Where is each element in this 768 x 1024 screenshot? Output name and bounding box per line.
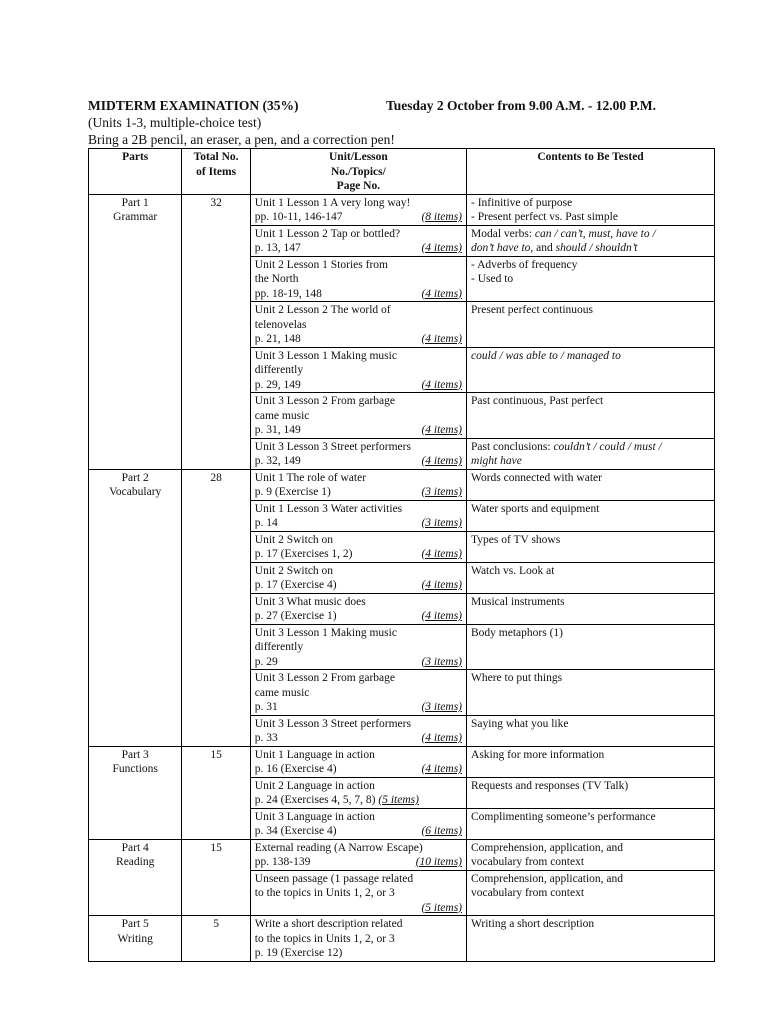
total-cell: 28: [182, 469, 250, 746]
header-contents: Contents to Be Tested: [467, 149, 715, 195]
exam-datetime: Tuesday 2 October from 9.00 A.M. - 12.00 P.M.: [386, 98, 656, 113]
contents-cell: Asking for more information: [467, 746, 715, 777]
part-cell: Part 1 Grammar: [89, 194, 182, 469]
header-total: Total No. of Items: [182, 149, 250, 195]
unit-cell: Unit 3 Lesson 1 Making music differently p. 29, 149 (4 items): [250, 347, 466, 393]
unit-cell: Unit 3 Lesson 2 From garbage came music p. 31, 149 (4 items): [250, 393, 466, 439]
total-cell: 15: [182, 839, 250, 916]
table-row: [89, 839, 715, 870]
units-note: (Units 1-3, multiple-choice test): [88, 115, 262, 130]
contents-cell: - Infinitive of purpose - Present perfect vs. Past simple: [467, 194, 715, 225]
unit-cell: Unit 3 Language in action p. 34 (Exercise 4) (6 items): [250, 808, 466, 839]
exam-title-line: [88, 98, 708, 114]
unit-cell: Unit 3 Lesson 3 Street performers p. 33 (4 items): [250, 715, 466, 746]
total-cell: 32: [182, 194, 250, 469]
contents-cell: Comprehension, application, and vocabulary from context: [467, 870, 715, 916]
table-row: [89, 746, 715, 777]
contents-cell: Past conclusions: couldn’t / could / must / might have: [467, 438, 715, 469]
unit-cell: Unit 1 Lesson 3 Water activities p. 14 (3 items): [250, 500, 466, 531]
contents-cell: Where to put things: [467, 670, 715, 716]
contents-cell: Musical instruments: [467, 593, 715, 624]
exam-title: MIDTERM EXAMINATION (35%): [88, 98, 299, 113]
unit-cell: Unit 2 Lesson 1 Stories from the North pp. 18-19, 148 (4 items): [250, 256, 466, 302]
unit-cell: Unit 2 Language in action p. 24 (Exercises 4, 5, 7, 8) (5 items): [250, 777, 466, 808]
total-cell: 5: [182, 916, 250, 962]
unit-cell: Unseen passage (1 passage related to the topics in Units 1, 2, or 3 (5 items): [250, 870, 466, 916]
contents-cell: Modal verbs: can / can’t, must, have to / don’t have to, and should / shouldn’t: [467, 225, 715, 256]
contents-cell: Present perfect continuous: [467, 302, 715, 348]
contents-cell: could / was able to / managed to: [467, 347, 715, 393]
unit-cell: Unit 3 Lesson 2 From garbage came music p. 31 (3 items): [250, 670, 466, 716]
contents-cell: Complimenting someone’s performance: [467, 808, 715, 839]
unit-cell: Unit 1 Lesson 2 Tap or bottled? p. 13, 147 (4 items): [250, 225, 466, 256]
unit-cell: Unit 2 Switch on p. 17 (Exercise 4) (4 items): [250, 562, 466, 593]
contents-cell: Comprehension, application, and vocabulary from context: [467, 839, 715, 870]
table-row: [89, 469, 715, 500]
table-row: [89, 916, 715, 962]
unit-cell: Unit 3 What music does p. 27 (Exercise 1) (4 items): [250, 593, 466, 624]
part-cell: Part 5 Writing: [89, 916, 182, 962]
contents-cell: Writing a short description: [467, 916, 715, 962]
contents-cell: Past continuous, Past perfect: [467, 393, 715, 439]
unit-cell: Unit 1 Lesson 1 A very long way! pp. 10-11, 146-147 (8 items): [250, 194, 466, 225]
header-parts: Parts: [89, 149, 182, 195]
exam-table: [88, 148, 715, 962]
total-cell: 15: [182, 746, 250, 839]
contents-cell: - Adverbs of frequency - Used to: [467, 256, 715, 302]
part-cell: Part 4 Reading: [89, 839, 182, 916]
contents-cell: Words connected with water: [467, 469, 715, 500]
contents-cell: Types of TV shows: [467, 531, 715, 562]
header-unit: Unit/Lesson No./Topics/ Page No.: [250, 149, 466, 195]
unit-cell: Unit 3 Lesson 1 Making music differently p. 29 (3 items): [250, 624, 466, 670]
contents-cell: Requests and responses (TV Talk): [467, 777, 715, 808]
unit-cell: Unit 3 Lesson 3 Street performers p. 32, 149 (4 items): [250, 438, 466, 469]
part-cell: Part 2 Vocabulary: [89, 469, 182, 746]
table-row: [89, 194, 715, 225]
part-cell: Part 3 Functions: [89, 746, 182, 839]
bring-note: Bring a 2B pencil, an eraser, a pen, and a correction pen!: [88, 132, 395, 147]
unit-cell: Unit 2 Switch on p. 17 (Exercises 1, 2) (4 items): [250, 531, 466, 562]
unit-cell: Unit 1 Language in action p. 16 (Exercise 4) (4 items): [250, 746, 466, 777]
contents-cell: Water sports and equipment: [467, 500, 715, 531]
unit-cell: External reading (A Narrow Escape) pp. 138-139 (10 items): [250, 839, 466, 870]
unit-cell: Unit 1 The role of water p. 9 (Exercise 1) (3 items): [250, 469, 466, 500]
contents-cell: Watch vs. Look at: [467, 562, 715, 593]
unit-cell: Write a short description related to the topics in Units 1, 2, or 3 p. 19 (Exercise 12): [250, 916, 466, 962]
contents-cell: Saying what you like: [467, 715, 715, 746]
unit-cell: Unit 2 Lesson 2 The world of telenovelas p. 21, 148 (4 items): [250, 302, 466, 348]
table-header-row: [89, 149, 715, 195]
contents-cell: Body metaphors (1): [467, 624, 715, 670]
